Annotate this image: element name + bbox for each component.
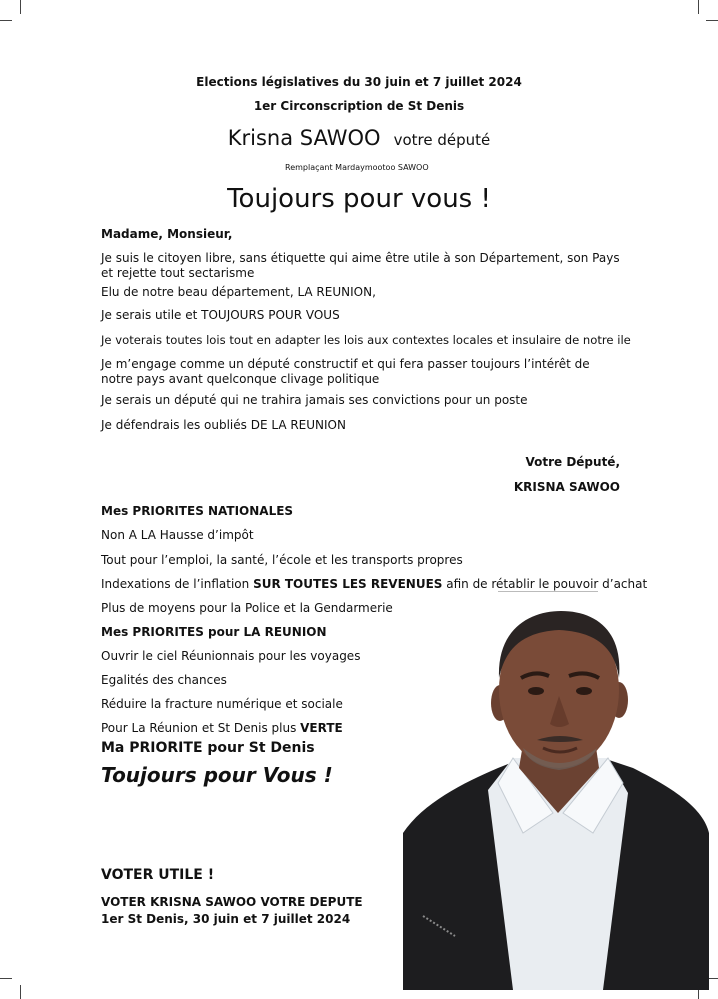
- paragraph: Je défendrais les oubliés DE LA REUNION: [101, 418, 346, 432]
- salutation: Madame, Monsieur,: [101, 227, 233, 241]
- reunion-item: [101, 721, 343, 736]
- vote-heading: VOTER UTILE !: [101, 867, 215, 883]
- item-text: Pour La Réunion et St Denis plus: [101, 721, 301, 735]
- national-item: Plus de moyens pour la Police et la Gendarmerie: [101, 601, 393, 615]
- portrait-illustration: [403, 608, 709, 990]
- paragraph: Je m’engage comme un député constructif et qui fera passer toujours l’intérêt de notre pays avant quelconque clivage politique: [101, 357, 590, 386]
- reunion-item: Réduire la fracture numérique et sociale: [101, 697, 343, 711]
- paragraph: Je serais un député qui ne trahira jamais ses convictions pour un poste: [101, 393, 528, 407]
- crop-mark: [20, 985, 21, 999]
- main-slogan: Toujours pour vous !: [227, 184, 491, 214]
- reunion-heading: Mes PRIORITES pour LA REUNION: [101, 625, 327, 639]
- stdenis-slogan: Toujours pour Vous !: [101, 763, 333, 787]
- national-heading: Mes PRIORITES NATIONALES: [101, 504, 294, 518]
- crop-mark: [0, 20, 12, 21]
- crop-mark: [706, 20, 718, 21]
- reunion-item: Egalités des chances: [101, 673, 227, 687]
- candidate-photo: [403, 608, 709, 990]
- paragraph: Je serais utile et TOUJOURS POUR VOUS: [101, 308, 340, 322]
- candidate-line: [0, 126, 718, 150]
- candidate-name: Krisna SAWOO: [227, 126, 381, 150]
- signoff-name: KRISNA SAWOO: [513, 480, 620, 494]
- substitute: Remplaçant Mardaymootoo SAWOO: [285, 163, 429, 172]
- national-item: Non A LA Hausse d’impôt: [101, 528, 254, 542]
- national-item: Tout pour l’emploi, la santé, l’école et les transports propres: [101, 553, 463, 567]
- signoff-title: Votre Député,: [525, 455, 620, 469]
- item-text: afin de rétablir le pouvoir d’achat: [442, 577, 648, 591]
- crop-mark: [0, 978, 12, 979]
- circonscription: 1er Circonscription de St Denis: [253, 99, 465, 113]
- item-bold: VERTE: [300, 721, 343, 735]
- crop-mark: [698, 0, 699, 14]
- stdenis-heading: Ma PRIORITE pour St Denis: [101, 740, 315, 756]
- item-text: Indexations de l’inflation: [101, 577, 254, 591]
- paragraph: Je suis le citoyen libre, sans étiquette qui aime être utile à son Département, son Pays et rejette tout sectarisme: [101, 251, 620, 280]
- candidate-role: votre député: [393, 131, 491, 149]
- crop-mark: [20, 0, 21, 14]
- election-title: Elections législatives du 30 juin et 7 juillet 2024: [196, 75, 522, 89]
- vote-call: VOTER KRISNA SAWOO VOTRE DEPUTE 1er St Denis, 30 juin et 7 juillet 2024: [101, 895, 363, 926]
- national-item: [101, 577, 647, 592]
- reunion-item: Ouvrir le ciel Réunionnais pour les voyages: [101, 649, 361, 663]
- item-bold: SUR TOUTES LES REVENUES: [253, 577, 443, 591]
- paragraph: Je voterais toutes lois tout en adapter les lois aux contextes locales et insulaire de notre ile: [101, 333, 631, 347]
- underline: [498, 591, 598, 592]
- paragraph: Elu de notre beau département, LA REUNION,: [101, 285, 376, 299]
